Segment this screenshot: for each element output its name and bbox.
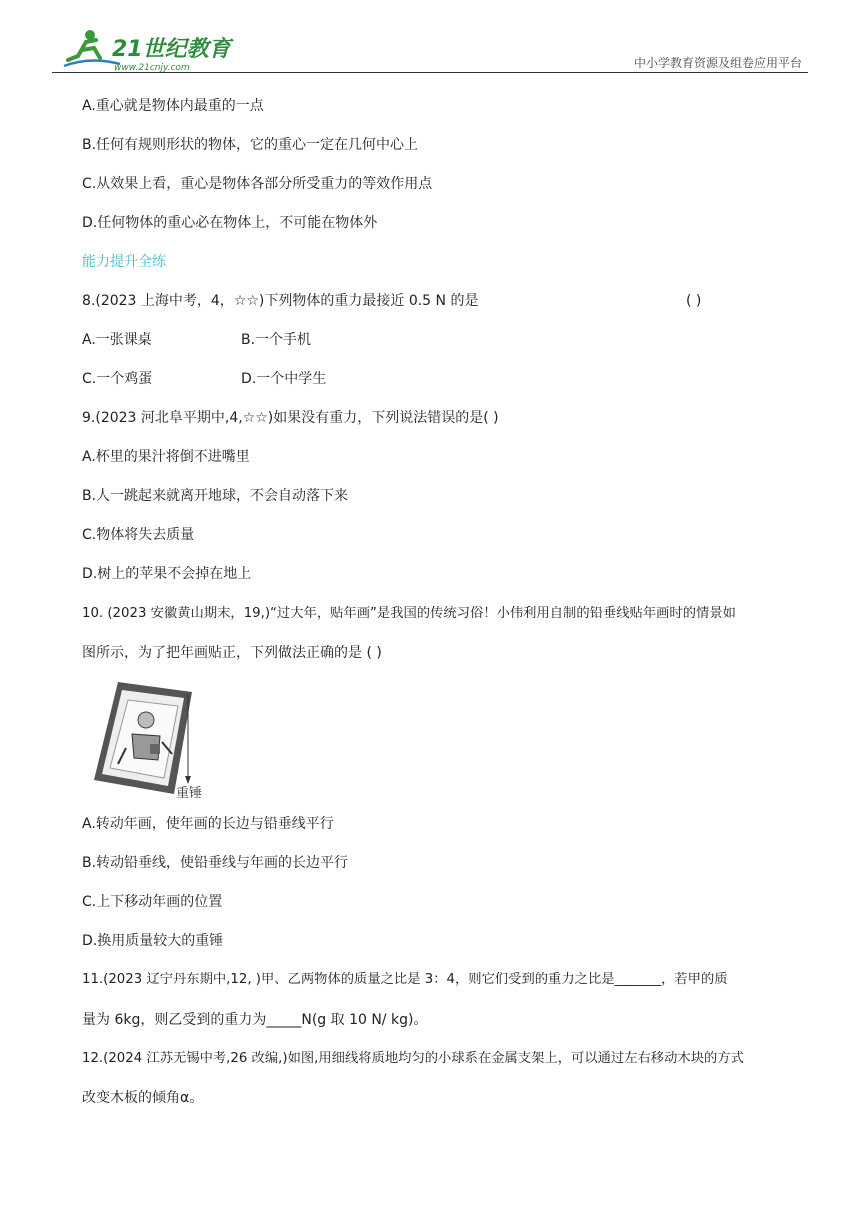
q12-stem-line1: 12.(2024 江苏无锡中考,26 改编,)如图,用细线将质地均匀的小球系在金属支架上，可以通过左右移动木块的方式 [82,1051,744,1066]
q8 [82,291,782,311]
tilted-frame [94,682,192,794]
q10-stem-line1: 10. (2023 安徽黄山期末，19,)“过大年，贴年画”是我国的传统习俗！小伟利用自制的铅垂线贴年画时的情景如 [82,606,736,621]
q10-option-d: D.换用质量较大的重锤 [82,933,224,949]
q8-stem: 8.(2023 上海中考，4，☆☆)下列物体的重力最接近 0.5 N 的是 [82,293,479,309]
q8-option-d: D.一个中学生 [241,371,327,387]
q11-stem-line2: 量为 6kg，则乙受到的重力为_____N(g 取 10 N/ kg)。 [82,1012,428,1028]
q8-row2 [82,369,482,389]
page-header [0,0,860,80]
q10-option-b: B.转动铅垂线，使铅垂线与年画的长边平行 [82,855,349,871]
q12-stem-line2: 改变木板的倾角α。 [82,1090,204,1106]
logo [60,26,240,74]
logo-url: www.21cnjy.com [114,63,190,73]
q9-stem: 9.(2023 河北阜平期中,4,☆☆)如果没有重力，下列说法错误的是( ) [82,410,499,426]
q7-option-b: B.任何有规则形状的物体，它的重心一定在几何中心上 [82,137,419,153]
platform-name: 中小学教育资源及组卷应用平台 [633,56,802,70]
q9-option-a: A.杯里的果汁将倒不进嘴里 [82,449,250,465]
new-year-picture-figure [88,678,218,802]
plumb-weight-label: 重锤 [176,786,203,801]
q11-stem-line1: 11.(2023 辽宁丹东期中,12, )甲、乙两物体的质量之比是 3：4，则它们受到的重力之比是_______，若甲的质 [82,972,728,987]
q10-option-c: C.上下移动年画的位置 [82,894,223,910]
q9-option-b: B.人一跳起来就离开地球，不会自动落下来 [82,488,349,504]
q8-option-a: A.一张课桌 [82,332,152,348]
q10-stem-line2: 图所示，为了把年画贴正，下列做法正确的是 ( ) [82,645,382,661]
header-divider [52,72,808,73]
q8-answer-paren: ( ) [686,293,702,309]
q9-option-d: D.树上的苹果不会掉在地上 [82,566,252,582]
section-title: 能力提升全练 [82,254,166,270]
q8-option-b: B.一个手机 [241,332,312,348]
q8-option-c: C.一个鸡蛋 [82,371,153,387]
q7-option-c: C.从效果上看，重心是物体各部分所受重力的等效作用点 [82,176,433,192]
q7-option-d: D.任何物体的重心必在物体上，不可能在物体外 [82,215,378,231]
logo-text: 21世纪教育 [112,37,231,62]
q9-option-c: C.物体将失去质量 [82,527,195,543]
q8-row1 [82,330,482,350]
q10-option-a: A.转动年画，使年画的长边与铅垂线平行 [82,816,334,832]
q7-option-a: A.重心就是物体内最重的一点 [82,98,264,114]
